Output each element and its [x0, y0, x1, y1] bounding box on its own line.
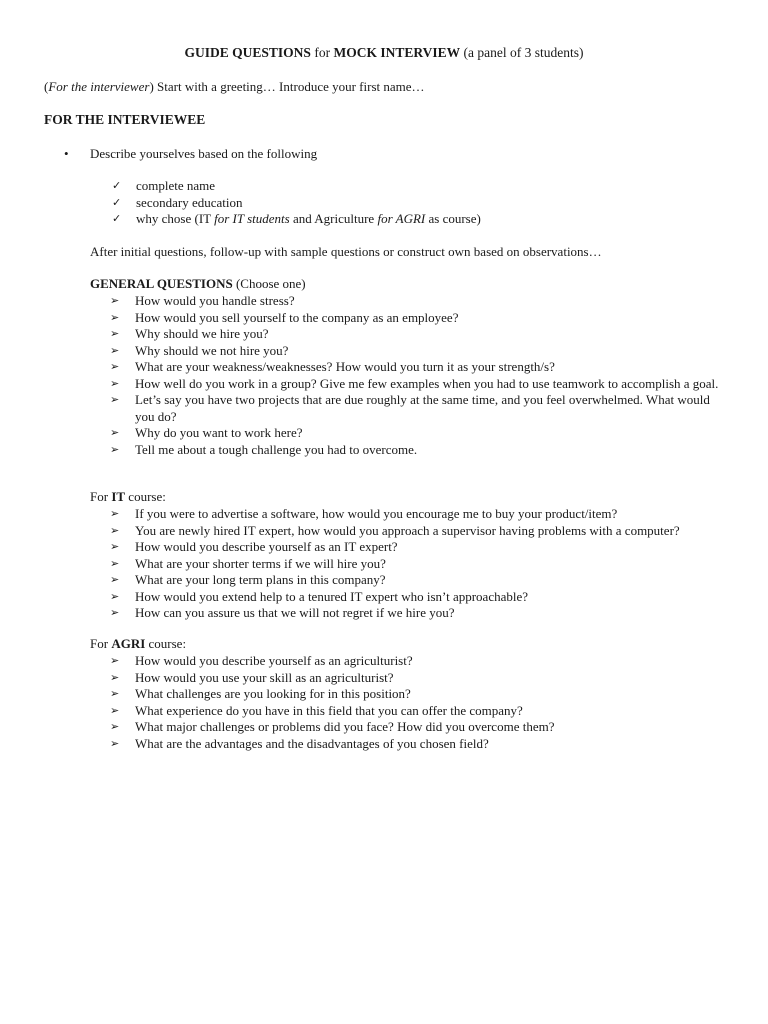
question-text: How would you describe yourself as an agriculturist?	[135, 653, 413, 668]
general-heading-bold: GENERAL QUESTIONS	[90, 276, 233, 291]
question-text: How would you handle stress?	[135, 293, 295, 308]
agri-questions-section	[90, 636, 730, 752]
arrow-bullet-icon: ➢	[110, 327, 120, 340]
general-heading-note: (Choose one)	[232, 276, 306, 291]
question-text: You are newly hired IT expert, how would you approach a supervisor having problems with a computer?	[135, 522, 680, 538]
checkmark-icon: ✓	[112, 212, 122, 225]
arrow-bullet-icon: ➢	[110, 540, 120, 553]
arrow-bullet-icon: ➢	[110, 654, 120, 667]
question-text: Why do you want to work here?	[135, 425, 303, 440]
interviewer-greeting	[44, 79, 425, 96]
checklist-item	[112, 211, 481, 228]
arrow-bullet-icon: ➢	[110, 736, 120, 750]
question-item	[90, 670, 730, 687]
arrow-bullet-icon: ➢	[110, 523, 120, 537]
question-item	[90, 293, 730, 310]
question-text: How would you use your skill as an agriculturist?	[135, 669, 394, 685]
agri-heading-bold: AGRI	[111, 636, 146, 651]
checklist-text: secondary education	[136, 194, 243, 210]
question-text: How well do you work in a group? Give me few examples when you had to use teamwork to accomplish a goal.	[135, 375, 719, 391]
arrow-bullet-icon: ➢	[110, 360, 120, 373]
arrow-bullet-icon: ➢	[110, 507, 120, 520]
arrow-bullet-icon: ➢	[110, 573, 120, 586]
question-item	[90, 572, 730, 589]
it-heading-post: course:	[125, 489, 166, 504]
question-item	[90, 539, 730, 556]
question-text: How would you describe yourself as an IT expert?	[135, 539, 398, 554]
question-text: If you were to advertise a software, how would you encourage me to buy your product/item?	[135, 506, 618, 521]
checkmark-icon: ✓	[112, 179, 122, 192]
checkmark-icon: ✓	[112, 195, 122, 209]
question-text: What are your weakness/weaknesses? How would you turn it as your strength/s?	[135, 359, 555, 374]
checklist-text: complete name	[136, 178, 216, 193]
question-item	[90, 326, 730, 343]
question-text: How can you assure us that we will not regret if we hire you?	[135, 605, 455, 620]
it-questions-section	[90, 489, 730, 622]
checklist-item	[112, 178, 481, 195]
describe-checklist	[112, 178, 481, 228]
it-heading-pre: For	[90, 489, 112, 504]
question-item	[90, 425, 730, 442]
question-item	[90, 506, 730, 523]
question-text: What are your shorter terms if we will hire you?	[135, 555, 386, 571]
question-item	[90, 376, 730, 393]
question-item	[90, 703, 730, 720]
question-text: What challenges are you looking for in this position?	[135, 686, 411, 701]
question-item	[90, 556, 730, 573]
question-item	[90, 310, 730, 327]
interviewee-heading: FOR THE INTERVIEWEE	[44, 112, 206, 127]
arrow-bullet-icon: ➢	[110, 670, 120, 684]
greeting-text: ) Start with a greeting… Introduce your first name…	[149, 79, 425, 94]
agri-heading-pre: For	[90, 636, 112, 651]
arrow-bullet-icon: ➢	[110, 343, 120, 357]
question-text: How would you sell yourself to the company as an employee?	[135, 309, 459, 325]
title-guide-questions: GUIDE QUESTIONS	[184, 45, 311, 60]
question-item	[90, 605, 730, 622]
general-questions-section	[90, 276, 730, 458]
it-heading-bold: IT	[111, 489, 126, 504]
describe-text: Describe yourselves based on the following	[90, 146, 318, 161]
question-item	[90, 589, 730, 606]
checklist-text-a: why chose (IT	[136, 211, 215, 226]
question-item	[90, 653, 730, 670]
question-text: Why should we not hire you?	[135, 342, 289, 358]
question-item	[90, 392, 730, 425]
arrow-bullet-icon: ➢	[110, 294, 120, 307]
it-questions-heading	[90, 489, 730, 506]
title-panel-note: (a panel of 3 students)	[460, 45, 584, 60]
checklist-text-b: for IT students	[214, 211, 290, 226]
title-for: for	[310, 45, 334, 60]
question-item	[90, 343, 730, 360]
question-item	[90, 359, 730, 376]
greeting-paren: (	[44, 79, 49, 94]
checklist-text-e: as course)	[425, 211, 481, 226]
question-item	[90, 719, 730, 736]
question-text: How would you extend help to a tenured IT expert who isn’t approachable?	[135, 588, 529, 604]
agri-heading-post: course:	[145, 636, 187, 651]
question-item	[90, 523, 730, 540]
question-text: Tell me about a tough challenge you had to overcome.	[135, 441, 418, 457]
arrow-bullet-icon: ➢	[110, 687, 120, 700]
question-text: What major challenges or problems did you face? How did you overcome them?	[135, 719, 555, 734]
question-text: What are your long term plans in this company?	[135, 572, 386, 587]
followup-instruction: After initial questions, follow-up with sample questions or construct own based on observations…	[90, 244, 602, 259]
agri-questions-heading	[90, 636, 730, 653]
page-title	[0, 45, 768, 62]
general-questions-list	[90, 293, 730, 458]
arrow-bullet-icon: ➢	[110, 720, 120, 733]
question-text: What are the advantages and the disadvantages of you chosen field?	[135, 735, 489, 751]
question-item	[90, 736, 730, 753]
arrow-bullet-icon: ➢	[110, 606, 120, 619]
checklist-text-c: and Agriculture	[289, 211, 378, 226]
question-text: Let’s say you have two projects that are due roughly at the same time, and you feel overwhelmed. What would you do?	[135, 392, 710, 424]
arrow-bullet-icon: ➢	[110, 310, 120, 324]
arrow-bullet-icon: ➢	[110, 376, 120, 390]
arrow-bullet-icon: ➢	[110, 703, 120, 717]
question-text: What experience do you have in this field that you can offer the company?	[135, 702, 523, 718]
question-text: Why should we hire you?	[135, 326, 269, 341]
agri-questions-list	[90, 653, 730, 752]
arrow-bullet-icon: ➢	[110, 589, 120, 603]
question-item	[90, 686, 730, 703]
general-questions-heading	[90, 276, 730, 293]
bullet-icon: •	[64, 146, 69, 161]
arrow-bullet-icon: ➢	[110, 556, 120, 570]
question-item	[90, 442, 730, 459]
arrow-bullet-icon: ➢	[110, 442, 120, 456]
greeting-role: For the interviewer	[48, 79, 150, 94]
title-mock-interview: MOCK INTERVIEW	[333, 45, 461, 60]
checklist-item	[112, 195, 481, 212]
arrow-bullet-icon: ➢	[110, 393, 120, 406]
arrow-bullet-icon: ➢	[110, 426, 120, 439]
it-questions-list	[90, 506, 730, 622]
checklist-text-d: for AGRI	[377, 211, 426, 226]
